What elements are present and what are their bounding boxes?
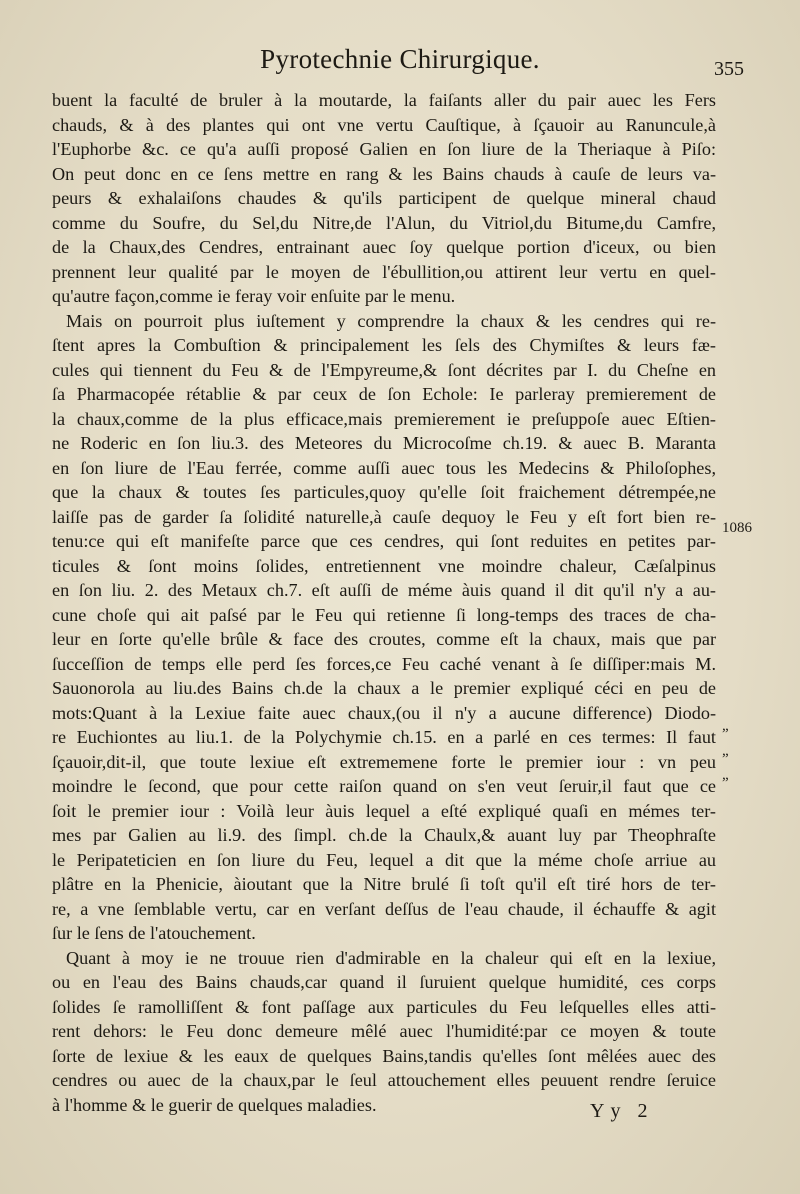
text-line: que la chaux & toutes ſes particules,quoy qu'elle ſoit fraichement détrempée,ne <box>52 482 716 502</box>
text-line: ſorte de lexiue & les eaux de quelques Bains,tandis qu'elles ſont mêlées auec des <box>52 1045 716 1066</box>
text-line: tenu:ce qui eſt manifeſte parce que ces cendres, qui ſont reduites en petites par- <box>52 531 716 551</box>
margin-quote-mark: „ <box>722 718 729 734</box>
text-line: ſolides ſe ramolliſſent & font paſſage aux particules du Feu leſquelles elles atti- <box>52 996 716 1017</box>
text-line: Quant à moy ie ne trouue rien d'admirable en la chaleur qui eſt en la lexiue, <box>66 947 716 968</box>
text-line: Sauonorola au liu.des Bains ch.de la chaux a le premier expliqué céci en peu de <box>52 678 716 698</box>
text-line: laiſſe pas de garder ſa ſolidité naturelle,à cauſe dequoy le Feu y eſt fort bien re- <box>52 506 716 527</box>
signature-catchword: Yy 2 <box>590 1100 654 1122</box>
text-line: de la Chaux,des Cendres, entrainant auec ſoy quelque portion d'iceux, ou bien <box>52 237 716 257</box>
text-line: en ſon liu. 2. des Metaux ch.7. eſt auſſi de méme àuis quand il dit qu'il n'y a au- <box>52 580 716 600</box>
text-line: mes par Galien au li.9. des ſimpl. ch.de la Chaulx,& auant luy par Theophraſte <box>52 825 716 845</box>
text-line: ticules & ſont moins ſolides, entretiennent vne moindre chaleur, Cæſalpinus <box>52 555 716 576</box>
text-line: ſçauoir,dit-il, que toute lexiue eſt extrememene forte le premier iour : vn peu <box>52 751 716 772</box>
text-line: le Peripateticien en ſon liure du Feu, lequel a dit que la méme choſe arriue au <box>52 849 716 870</box>
text-line: ou en l'eau des Bains chauds,car quand il ſuruient quelque humidité, ces corps <box>52 972 716 992</box>
text-line: l'Euphorbe &c. ce qu'a auſſi proposé Galien en ſon liure de la Theriaque à Piſo: <box>52 139 716 159</box>
text-line: ſoit le premier iour : Voilà leur àuis lequel a eſté expliqué quaſi en mémes ter- <box>52 800 716 821</box>
margin-quote-mark: „ <box>722 743 729 759</box>
text-line: cune choſe qui ait paſsé par le Feu qui retienne ſi long-temps des traces de cha- <box>52 604 716 625</box>
text-line: comme du Soufre, du Sel,du Nitre,de l'Alun, du Vitriol,du Bitume,du Camfre, <box>52 212 716 233</box>
text-line: prennent leur qualité par le moyen de l'ébullition,ou attirent leur vertu en quel- <box>52 261 716 282</box>
text-line: mots:Quant à la Lexiue faite auec chaux,(ou il n'y a aucune difference) Diodo- <box>52 702 716 723</box>
text-line: rent dehors: le Feu donc demeure mêlé auec l'humidité:par ce moyen & toute <box>52 1021 716 1041</box>
text-line: chauds, & à des plantes qui ont vne vertu Cauſtique, à ſçauoir au Ranuncule,à <box>52 114 716 135</box>
text-line: re, a vne ſemblable vertu, car en verſant deſſus de l'eau chaude, il échauffe & agit <box>52 898 716 919</box>
page-number: 355 <box>714 58 744 80</box>
text-line: Mais on pourroit plus iuſtement y comprendre la chaux & les cendres qui re- <box>66 310 716 331</box>
text-line: On peut donc en ce ſens mettre en rang & les Bains chauds à cauſe de leurs va- <box>52 163 716 184</box>
text-line: en ſon liure de l'Eau ferrée, comme auſſi auec tous les Medecins & Philoſophes, <box>52 457 716 478</box>
text-line: moindre le ſecond, que pour cette raiſon quand on s'en veut ſeruir,il faut que ce <box>52 776 716 796</box>
text-line: cules qui tiennent du Feu & de l'Empyreume,& ſont décrites par I. du Cheſne en <box>52 359 716 380</box>
text-line: à l'homme & le guerir de quelques maladies. <box>52 1094 377 1115</box>
text-line: ſtent apres la Combuſtion & principalement les ſels des Chymiſtes & leurs fæ- <box>52 335 716 355</box>
text-line: la chaux,comme de la plus efficace,mais premierement ie preſuppoſe auec Eſtien- <box>52 408 716 429</box>
page-header <box>0 44 800 84</box>
text-line: peurs & exhalaiſons chaudes & qu'ils participent de quelque mineral chaud <box>52 188 716 208</box>
text-line: qu'autre façon,comme ie feray voir enſuite par le menu. <box>52 286 456 306</box>
margin-quote-mark: „ <box>722 767 729 783</box>
text-line: cendres ou auec de la chaux,par le ſeul attouchement elles peuuent rendre ſeruice <box>52 1070 716 1090</box>
text-line: plâtre en la Phenicie, àioutant que la Nitre brulé ſi toſt qu'il eſt tiré hors de ter- <box>52 874 716 894</box>
text-line: ſa Pharmacopée rétablie & par ceux de ſon Echole: Ie parleray premierement de <box>52 384 716 404</box>
text-line: buent la faculté de bruler à la moutarde, la faiſants aller du pair auec les Fers <box>52 90 716 110</box>
text-line: ſur le ſens de l'atouchement. <box>52 923 256 943</box>
text-line: ſucceſſion de temps elle perd ſes forces,ce Feu caché venant à ſe diſſiper:mais M. <box>52 653 716 674</box>
text-line: re Euchiontes au liu.1. de la Polychymie ch.15. en a parlé en ces termes: Il faut <box>52 727 716 747</box>
margin-note: 1086 <box>722 520 752 536</box>
running-title: Pyrotechnie Chirurgique. <box>260 44 540 74</box>
body-text <box>52 88 716 1117</box>
text-line: ne Roderic en ſon liu.3. des Meteores du Microcoſme ch.19. & auec B. Maranta <box>52 433 716 453</box>
text-line: leur en ſorte qu'elle brûle & face des croutes, comme eſt la chaux, mais que par <box>52 629 716 649</box>
